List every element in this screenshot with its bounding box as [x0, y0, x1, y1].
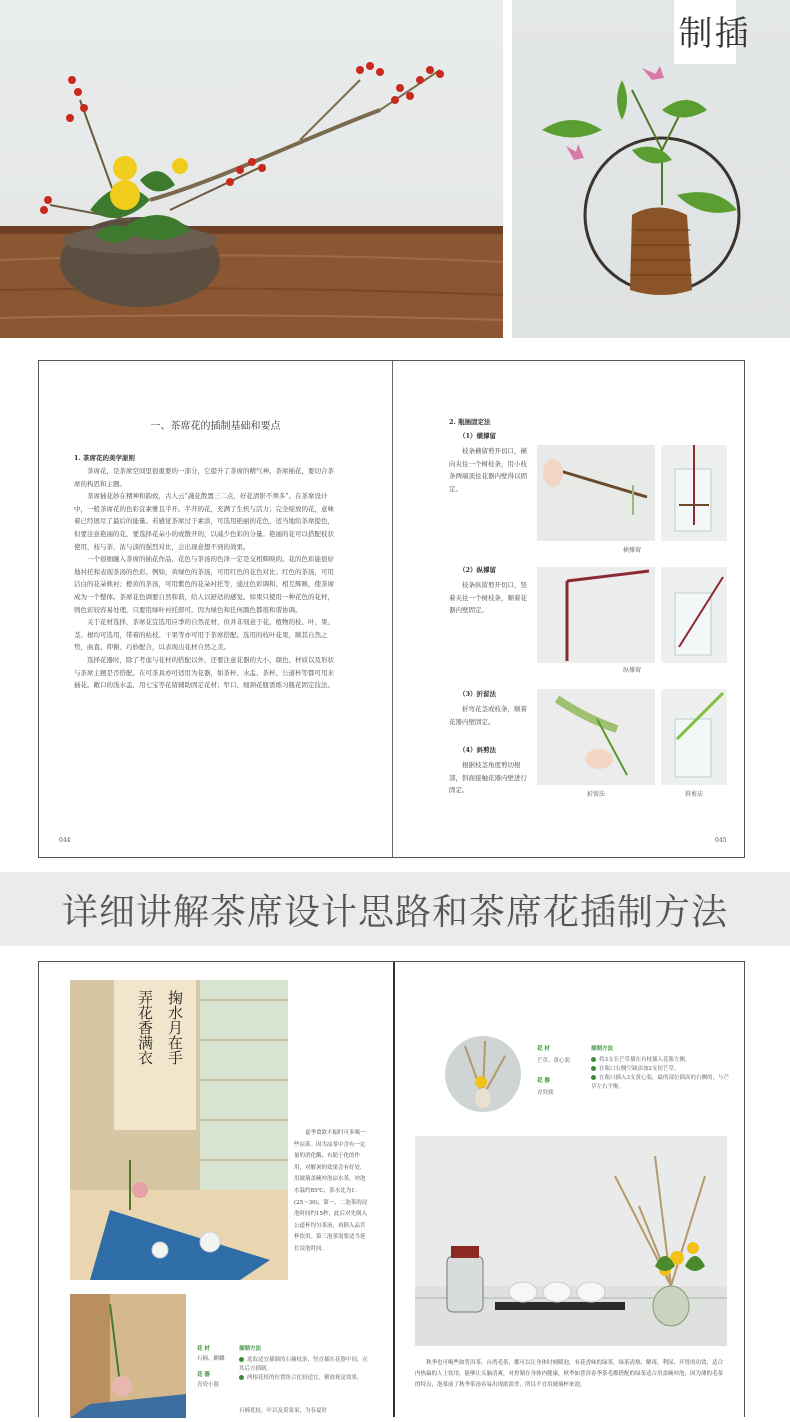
- photo-caption: 横撑留: [622, 547, 641, 554]
- vessel-text: 青瓷小器: [197, 1382, 220, 1388]
- method-label: 插制方法: [239, 1346, 262, 1352]
- materials-label: 花 材: [537, 1046, 550, 1052]
- page-044: [39, 361, 392, 859]
- paragraph: 一个很细融入茶席的插花作品，花色与茶汤的色泽一定是交相辉映的。花的色彩能很好地衬托和表现茶汤的色彩。例如，黄绿色的茶汤，可用红色的花色对比；红色的茶汤，可用洁白的花朵映衬；橙黄的茶汤，可用紫色的花朵衬托等，通过色彩调和、相互辉映，使茶席成为一个整体。茶席花色调要自然和谐，给人以舒适的感觉。如果只使用一种花色的花材，则色彩较容易处理，只要用绿叶衬托即可。因为绿色和任何颜色都很和谐协调。: [74, 555, 334, 614]
- branch-illustration: [537, 445, 655, 541]
- method-label: 插制方法: [591, 1046, 614, 1052]
- section-heading: 2. 瓶插固定法: [449, 418, 491, 426]
- bullet-icon: [239, 1375, 244, 1380]
- step-item: [591, 1065, 731, 1074]
- ikebana-illustration-left: [0, 0, 503, 338]
- paragraph: 夏季食欲不振时可多喝一些凉茶。因为凉茶中含有一定量的消化酶，有助于化的作用，对解暑的效果会有好处。用玻璃盖碗冲泡凉水茶，冲泡水温约85℃，茶水比为1：(25～30)，第一、二泡茶的浸泡时间约15秒，此后对先倒入公道杯均匀茶汤，再斟入品茗杯饮用。第三泡茶需要适当延长浸泡时间。: [294, 1130, 368, 1252]
- tea-set-illustration: [415, 1136, 727, 1346]
- step-text: 选取适宜插制的石楠枝条，竖直插在花器中间，在其后方插制。: [239, 1357, 369, 1372]
- section-heading: 1. 茶席花的美学原则: [74, 454, 136, 462]
- branch-illustration: [537, 567, 655, 663]
- step-text: 在瓶口右侧空缺添加2支短芒草。: [599, 1066, 680, 1072]
- method-description: 折弯花茎或枝条，顺着花器内壁固定。: [449, 705, 527, 726]
- book-spread-2: [38, 961, 745, 1417]
- step-text: 将3支长芒草插在有枝插入花瓶左侧。: [599, 1057, 691, 1063]
- photo-caption: 斜剪法: [684, 791, 703, 798]
- circle-flower-thumbnail: [445, 1036, 521, 1112]
- fern-illustration: [537, 689, 655, 785]
- paragraph: 茶席插花妙在精神和韵致，古人云“蔬花散置三二点，好花清影不须多”。在茶席设计中，一般茶席花的色彩宜素雅且半开。半开的花，充满了生机与活力；完全绽放的花，意味着已经展尽了最后的能量。若感觉茶席过于素淡，可选用艳丽的花色，适当地给茶席提色，但要注意艳丽的花，要选择花朵小的或散开的，以减少色彩的分量。艳丽的花可以搭配枝状使用，枝与茶，浓与淡的强烈对比，会出现意想不到的效果。: [74, 492, 334, 551]
- page-left: [39, 962, 393, 1418]
- method-photo: [661, 445, 727, 541]
- method-title: （1）横撑留: [459, 432, 497, 440]
- vessel-label: 花 器: [197, 1372, 210, 1378]
- step-text: 在瓶口插入3支黄心菊，最的部位插高的右侧的，与芒草左右平衡。: [591, 1075, 730, 1090]
- paragraph: 茶席花，是茶席空间里很重要的一部分，它提升了茶席的精气神。茶席插花，要切合茶席的构思和主题。: [74, 467, 334, 488]
- method-photo: [537, 445, 655, 541]
- paragraph: 秋季也可喝些如普洱茶、台湾毛茶，都可以让身体时刻暖泡，有花香味的绿茶，绿茶清热、解毒，利尿、开胃的功效，适合内热偏的人士饮用，能够让头脑清爽，对控制在身体内健康，秋季如普洱春季茶毛都搭配的绿茶适合用盖碗冲泡，因为薄的毛茶的特点，泡茶前了秋季茶汤容易出现浓淡差，所以不宜用玻璃杯来泡。: [415, 1360, 724, 1388]
- glass-vase-illustration: [661, 689, 727, 785]
- page-right: [395, 962, 745, 1418]
- paragraph: 选择花器时，除了考虑与花材的搭配以外，还要注意花器的大小、颜色、材质以及形状与茶席主题是否搭配。在可茶具亦可适用为花器，如茶杯、水盂、茶杯、公道杯等都可用来插花。敞口的浅水盂，用七宝等花留辅助固定花材；窄口、细颈花瓶需练习瓶花固定技法。: [74, 655, 334, 690]
- ikebana-photo-bamboo-basket: [512, 0, 790, 338]
- body-text-block: [74, 465, 338, 692]
- feature-banner: 详细讲解茶席设计思路和茶席花插制方法: [0, 872, 790, 946]
- method-photo: [661, 567, 727, 663]
- method-title: （3）折留法: [459, 690, 497, 698]
- page-number-left: 044: [59, 837, 71, 844]
- side-text: [294, 1128, 368, 1256]
- page-number-right: 045: [715, 837, 727, 844]
- flower-illustration: [70, 1294, 186, 1418]
- method-text: [449, 703, 531, 728]
- glass-vase-illustration: [661, 567, 727, 663]
- footnote: 石楠优枝，叶以及黄果果，为春夏时: [239, 1408, 328, 1414]
- steps-list: [591, 1056, 731, 1092]
- method-title: （2）纵撑留: [459, 566, 497, 574]
- bullet-icon: [591, 1057, 596, 1062]
- ikebana-illustration-right: [512, 0, 790, 338]
- photo-caption: 纵撑留: [622, 667, 641, 674]
- materials-text: 芒草、黄心菊: [537, 1058, 571, 1064]
- bullet-icon: [239, 1357, 244, 1362]
- tea-room-photo: [70, 980, 288, 1280]
- bottom-text: [415, 1358, 727, 1391]
- step-item: [239, 1356, 369, 1374]
- vessel-label: 花 器: [537, 1078, 550, 1084]
- glass-vase-illustration: [661, 445, 727, 541]
- step-item: [591, 1056, 731, 1065]
- step-item: [239, 1374, 369, 1383]
- vessel-text: 青瓷瓶: [537, 1090, 554, 1096]
- steps-list: [239, 1356, 369, 1383]
- page-045: [393, 361, 745, 859]
- calligraphy-scroll-right: 掬水月在手: [166, 990, 184, 1065]
- book-spread-1: [38, 360, 745, 858]
- flower-photo: [70, 1294, 186, 1418]
- photo-caption: 折留法: [586, 791, 605, 798]
- method-description: 枝条纵留剪开切口，竖着夹住一个树枝条，顺着花器内壁固定。: [449, 581, 527, 615]
- header-tag: [672, 0, 748, 64]
- bullet-icon: [591, 1066, 596, 1071]
- method-photo: [537, 567, 655, 663]
- method-text: [449, 579, 531, 617]
- paragraph: 关于花材选择，茶席花宜选用应季的自然花材，但并非刻意于花，植物的枝、叶、果、茎、根均可选用，带着的枯枝、干果等亦可用于茶席搭配。选用的枝叶花果，顺其自然之势，曲直、仰俯、巧妙配合，以表现出花材自然之美。: [74, 618, 334, 652]
- header-tag-text: 插制: [672, 15, 748, 49]
- tea-set-photo: [415, 1136, 727, 1346]
- method-title: （4）斜剪法: [459, 746, 497, 754]
- calligraphy-scroll-left: 弄花香满衣: [136, 990, 154, 1065]
- materials-label: 花 材: [197, 1346, 210, 1352]
- chapter-title: 一、茶席花的插制基础和要点: [150, 421, 281, 432]
- materials-text: 石楠、麒麟: [197, 1356, 225, 1362]
- step-text: 两根花枝的位置组合比较适宜，横放视觉效果。: [247, 1375, 363, 1381]
- thumbnail-illustration: [445, 1036, 521, 1112]
- method-photo: [537, 689, 655, 785]
- method-text: [449, 759, 531, 797]
- method-description: 枝条横留剪开切口，横向夹住一个树枝条，用小枝条两端顶住花器内壁得以固定。: [449, 447, 527, 493]
- method-photo: [661, 689, 727, 785]
- ikebana-photo-red-berries: [0, 0, 503, 338]
- method-text: [449, 445, 531, 495]
- bullet-icon: [591, 1075, 596, 1080]
- step-item: [591, 1074, 731, 1092]
- method-description: 根据枝茎角度剪切根部，斜面接触花器内壁进行固定。: [449, 761, 527, 795]
